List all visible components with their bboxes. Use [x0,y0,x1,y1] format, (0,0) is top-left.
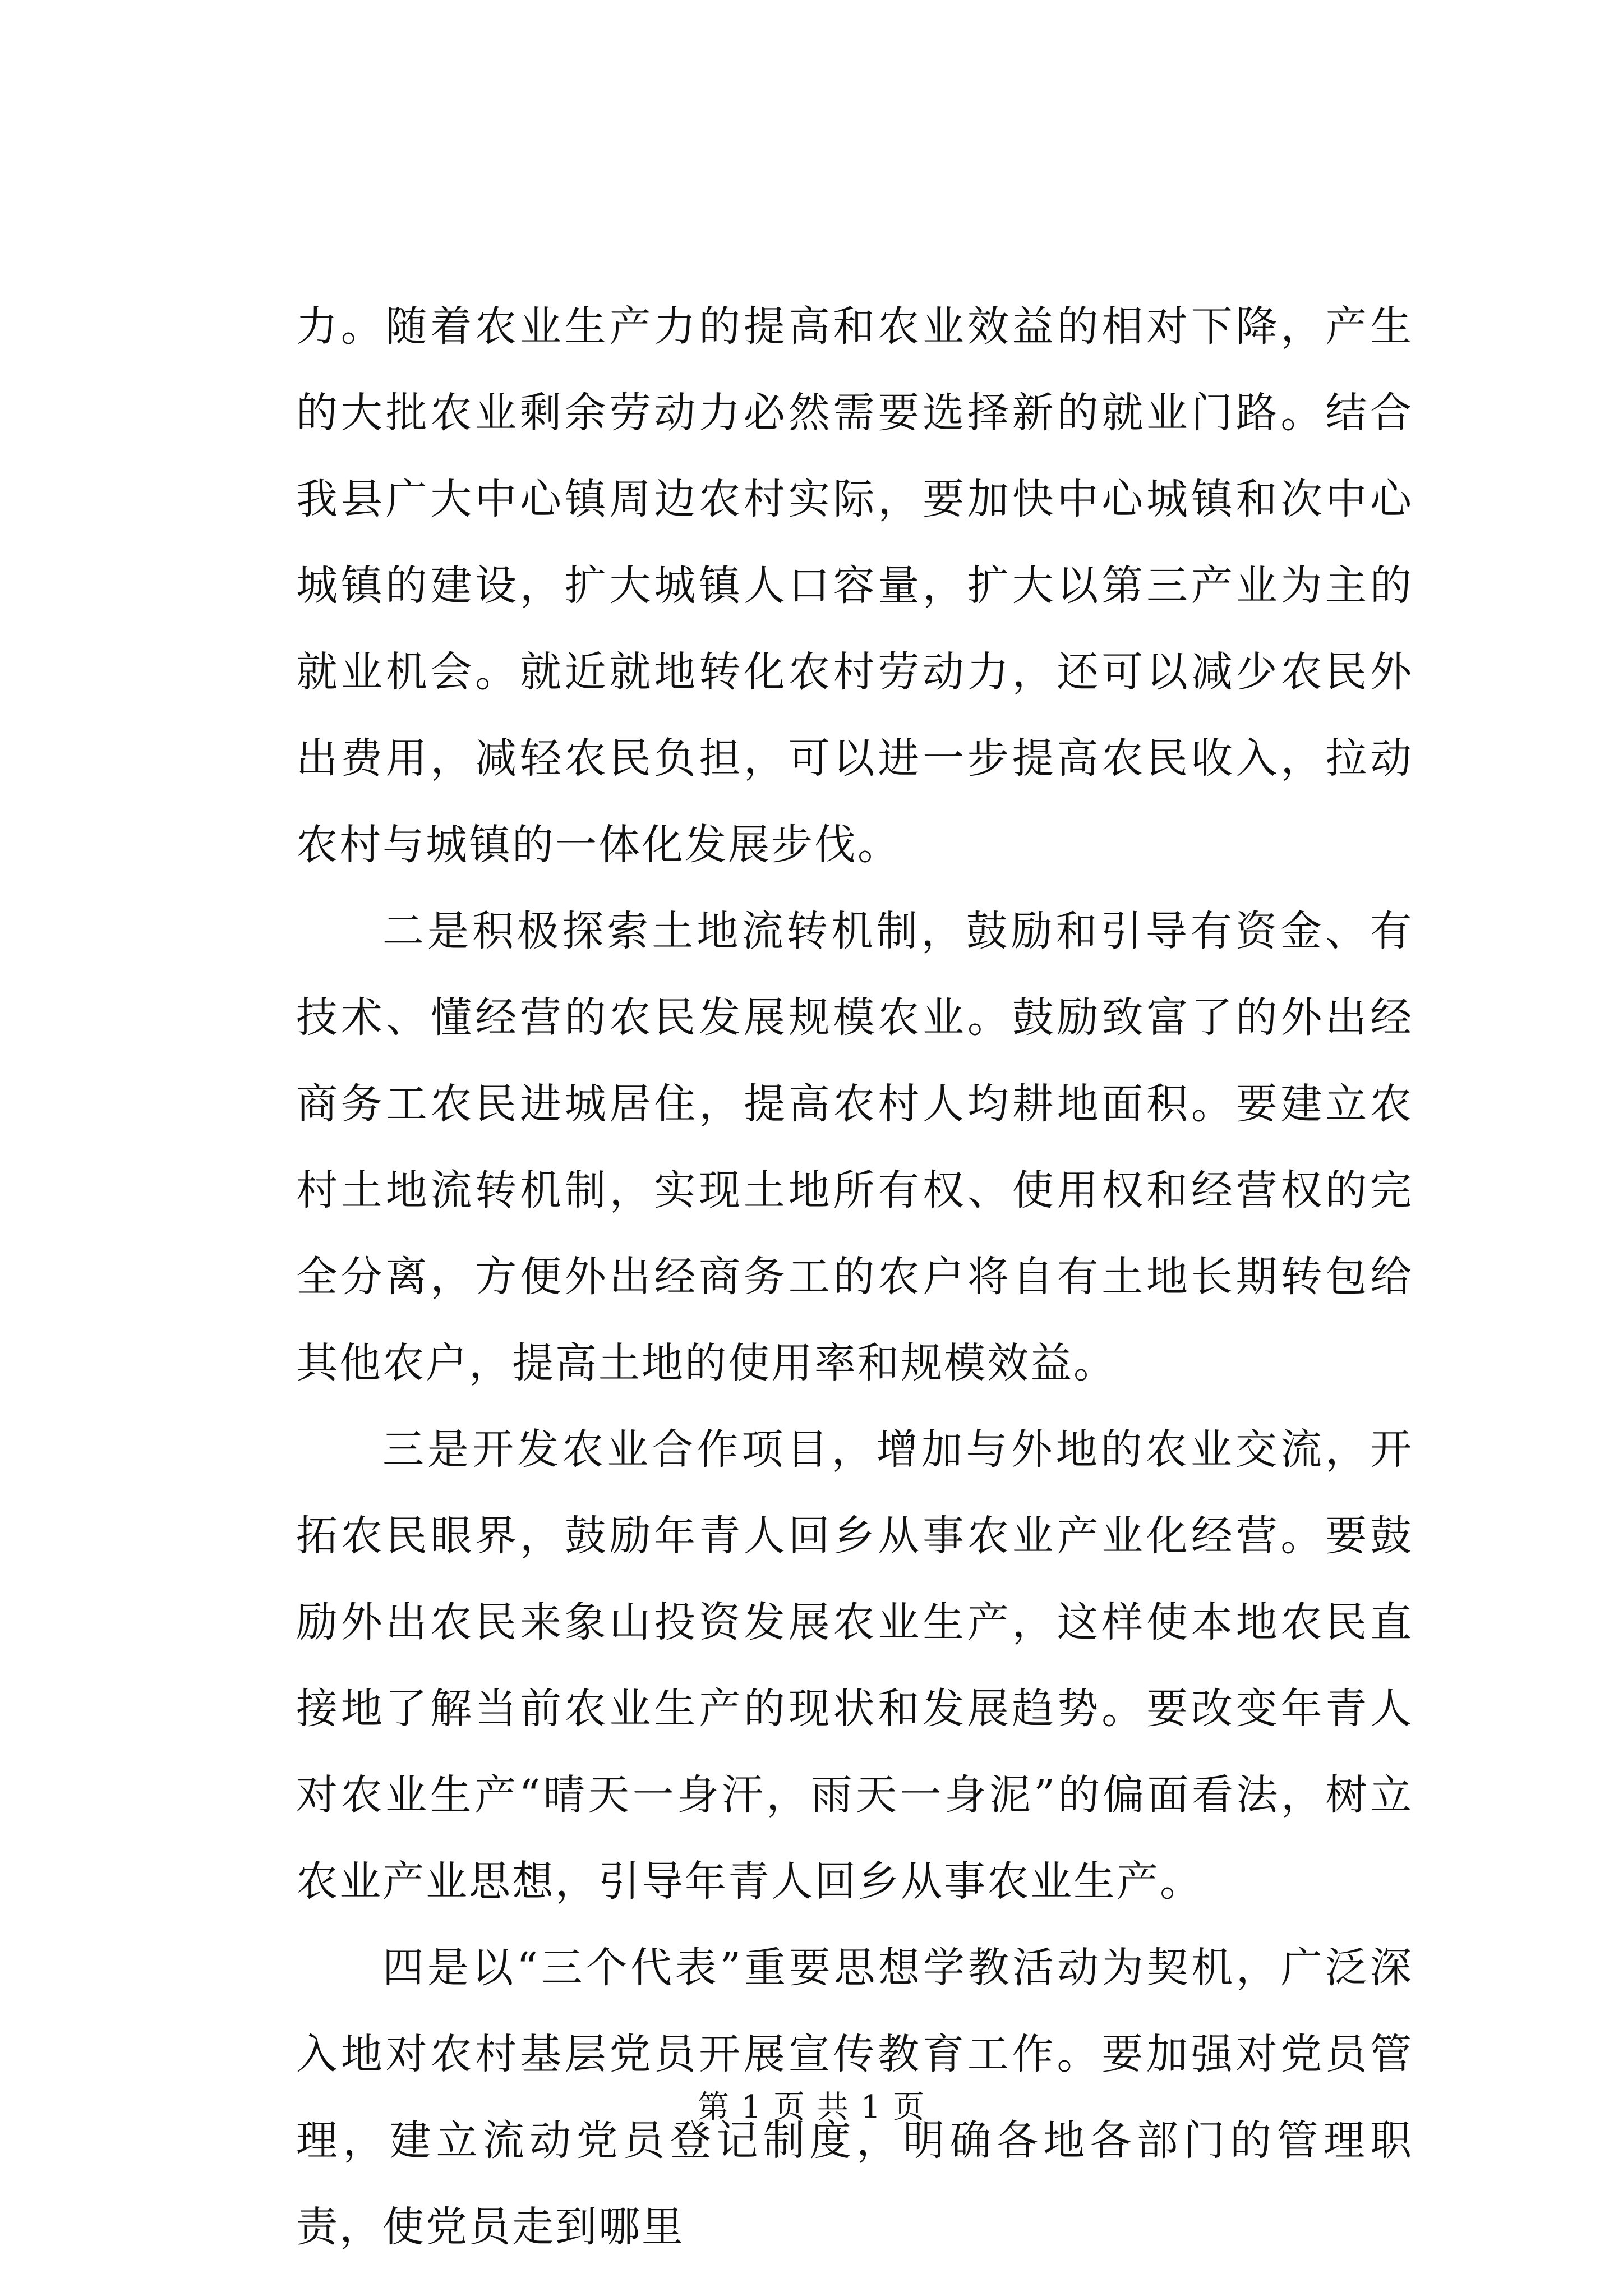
paragraph-continued: 力。随着农业生产力的提高和农业效益的相对下降，产生的大批农业剩余劳动力必然需要选择新的就业门路。结合我县广大中心镇周边农村实际，要加快中心城镇和次中心城镇的建设，扩大城镇人口容量，扩大以第三产业为主的就业机会。就近就地转化农村劳动力，还可以减少农民外出费用，减轻农民负担，可以进一步提高农民收入，拉动农村与城镇的一体化发展步伐。 [296,302,1413,869]
document-body [296,283,1413,2270]
page-footer: 第 1 页 共 1 页 [697,2089,926,2125]
paragraph-land-transfer: 二是积极探索土地流转机制，鼓励和引导有资金、有技术、懂经营的农民发展规模农业。鼓励致富了的外出经商务工农民进城居住，提高农村人均耕地面积。要建立农村土地流转机制，实现土地所有权、使用权和经营权的完全分离，方便外出经商务工的农户将自有土地长期转包给其他农户，提高土地的使用率和规模效益。 [296,907,1413,1387]
paragraph-party-education: 四是以“三个代表”重要思想学教活动为契机，广泛深入地对农村基层党员开展宣传教育工作。要加强对党员管理，建立流动党员登记制度，明确各地各部门的管理职责，使党员走到哪里 [296,1944,1413,2251]
paragraph-agri-cooperation: 三是开发农业合作项目，增加与外地的农业交流，开拓农民眼界，鼓励年青人回乡从事农业产业化经营。要鼓励外出农民来象山投资发展农业生产，这样使本地农民直接地了解当前农业生产的现状和发展趋势。要改变年青人对农业生产“晴天一身汗，雨天一身泥”的偏面看法，树立农业产业思想，引导年青人回乡从事农业生产。 [296,1425,1413,1906]
